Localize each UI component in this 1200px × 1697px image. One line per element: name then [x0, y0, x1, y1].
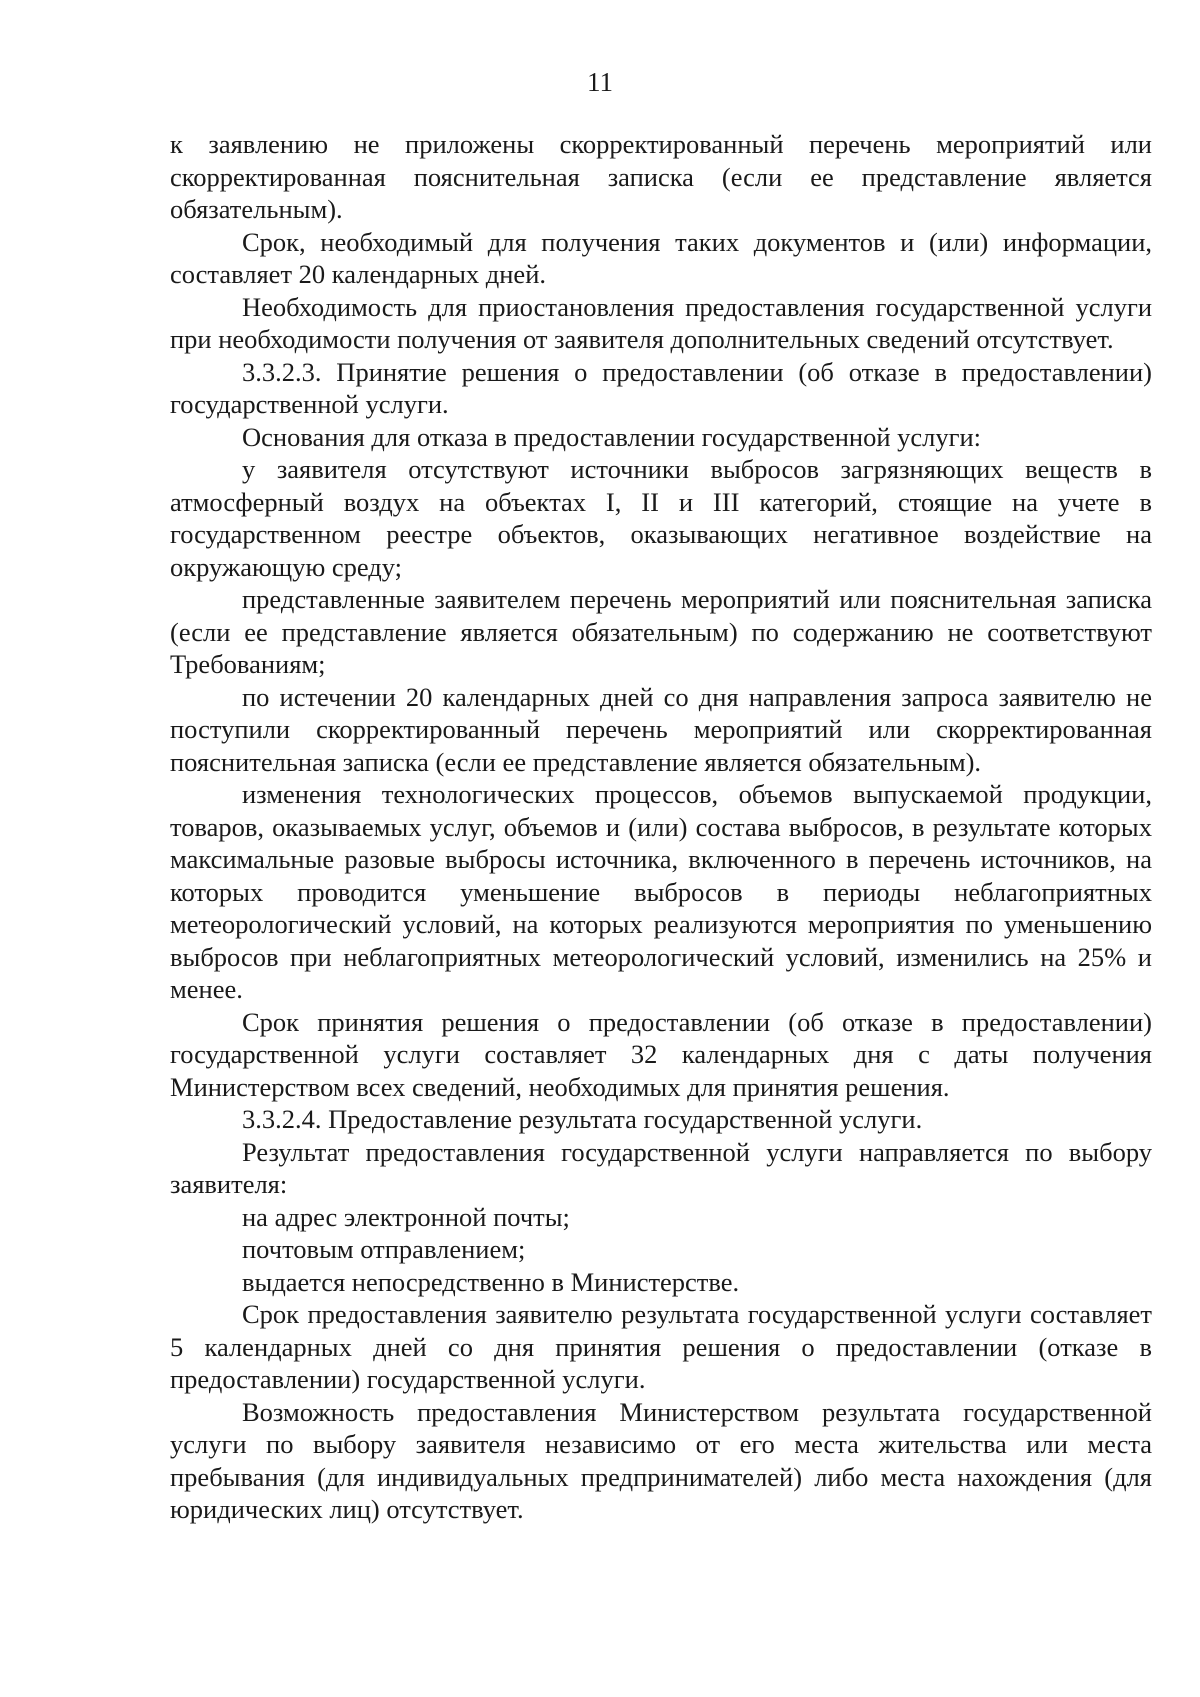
paragraph: к заявлению не приложены скорректированный перечень мероприятий или скорректированная пояснительная записка (если ее представление является обязательным). [170, 129, 1152, 224]
paragraph: Срок принятия решения о предоставлении (об отказе в предоставлении) государственной услуги составляет 32 календарных дня с даты получения Министерством всех сведений, необходимых для принятия решения. [170, 1006, 1152, 1102]
paragraph: Необходимость для приостановления предоставления государственной услуги при необходимости получения от заявителя дополнительных сведений отсутствует. [170, 291, 1152, 354]
paragraph: Возможность предоставления Министерством результата государственной услуги по выбору заявителя независимо от его места жительства или места пребывания (для индивидуальных предпринимателей) либо места нахождения (для юридических лиц) отсутствует. [170, 1396, 1152, 1524]
list-item: у заявителя отсутствуют источники выбросов загрязняющих веществ в атмосферный воздух на объектах I, II и III категорий, стоящие на учете в государственном реестре объектов, оказывающих негативное воздействие на окружающую среду; [170, 454, 1152, 582]
section-heading-3-3-2-3: 3.3.2.3. Принятие решения о предоставлении (об отказе в предоставлении) государственной услуги. [170, 356, 1152, 419]
list-item: почтовым отправлением; [242, 1234, 526, 1264]
paragraph: Основания для отказа в предоставлении государственной услуги: [242, 421, 982, 452]
list-item: изменения технологических процессов, объемов выпускаемой продукции, товаров, оказываемых услуг, объемов и (или) состава выбросов, в результате которых максимальные разовые выбросы источника, включенного в перечень источников, на которых проводится уменьшение выбросов в периоды неблагоприятных метеорологический условий, на которых реализуются мероприятия по уменьшению выбросов при неблагоприятных метеорологический условий, изменились на 25% и менее. [170, 779, 1152, 1004]
list-item: по истечении 20 календарных дней со дня направления запроса заявителю не поступили скорректированный перечень мероприятий или скорректированная пояснительная записка (если ее представление является обязательным). [170, 681, 1152, 777]
paragraph: Срок предоставления заявителю результата государственной услуги составляет 5 календарных дней со дня принятия решения о предоставлении (отказе в предоставлении) государственной услуги. [170, 1299, 1152, 1394]
list-item: на адрес электронной почты; [242, 1201, 570, 1232]
document-body [170, 128, 1152, 1526]
section-heading-3-3-2-4: 3.3.2.4. Предоставление результата государственной услуги. [242, 1104, 923, 1134]
paragraph: Результат предоставления государственной услуги направляется по выбору заявителя: [170, 1136, 1152, 1199]
list-item: представленные заявителем перечень мероприятий или пояснительная записка (если ее представление является обязательным) по содержанию не соответствуют Требованиям; [170, 584, 1152, 679]
paragraph: Срок, необходимый для получения таких документов и (или) информации, составляет 20 календарных дней. [170, 226, 1152, 289]
page-number: 11 [587, 67, 613, 97]
list-item: выдается непосредственно в Министерстве. [242, 1266, 740, 1297]
